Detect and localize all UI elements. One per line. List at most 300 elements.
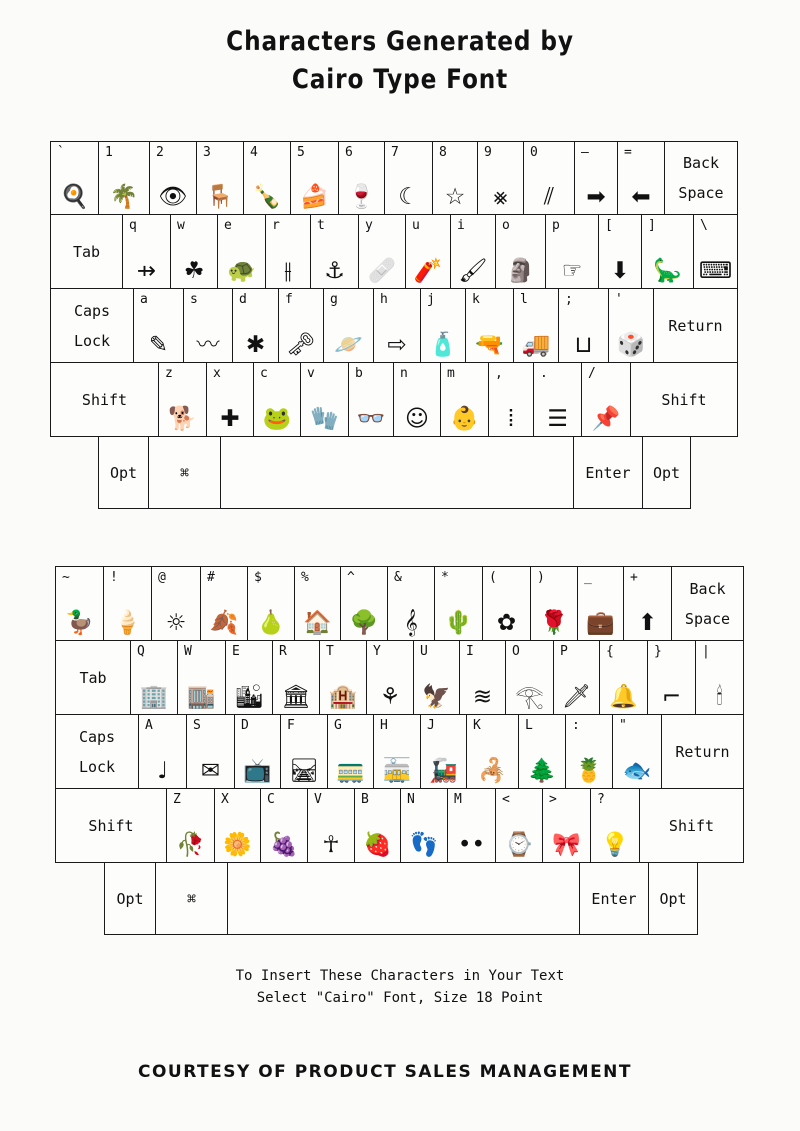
key-character-label: Q xyxy=(137,644,145,659)
crescent-moon-icon: ☾ xyxy=(398,184,419,210)
uppercase-keyboard-key xyxy=(420,714,467,789)
uppercase-keyboard-key xyxy=(354,788,401,863)
key-character-label: 9 xyxy=(484,145,492,160)
key-character-label: q xyxy=(129,218,137,233)
lowercase-keyboard-key xyxy=(149,141,197,215)
pine-tree-icon: 🌲 xyxy=(527,758,557,784)
lowercase-keyboard-key xyxy=(278,288,324,363)
uppercase-keyboard-key xyxy=(400,788,448,863)
key-character-label: t xyxy=(317,218,325,233)
suitcase-icon: 💼 xyxy=(586,610,615,636)
key-name-label: Return xyxy=(668,316,723,335)
key-name-label: Opt xyxy=(659,889,687,908)
uppercase-keyboard-key xyxy=(505,640,554,715)
uppercase-keyboard-key-enter xyxy=(579,862,649,935)
key-character-label: / xyxy=(588,366,596,381)
key-name-label: Shift xyxy=(88,816,134,835)
key-character-label: w xyxy=(177,218,185,233)
uppercase-keyboard-key xyxy=(103,566,152,641)
key-character-label: f xyxy=(285,292,293,307)
key-character-label: g xyxy=(330,292,338,307)
key-character-label: ? xyxy=(597,792,605,807)
key-character-label: k xyxy=(472,292,480,307)
key-character-label: W xyxy=(184,644,192,659)
up-arrow-icon: ⬆ xyxy=(637,610,658,636)
uppercase-keyboard-key xyxy=(200,566,248,641)
key-character-label: * xyxy=(441,570,449,585)
lowercase-keyboard-key xyxy=(300,362,349,437)
uppercase-keyboard-key xyxy=(260,788,308,863)
uppercase-keyboard-key xyxy=(695,640,744,715)
vertical-lines-icon: ⦙ xyxy=(508,406,514,432)
key-character-label: G xyxy=(334,718,342,733)
key-character-label: 0 xyxy=(530,145,538,160)
apartment-icon: 🏨 xyxy=(328,684,358,710)
lowercase-keyboard-key-return xyxy=(653,288,738,363)
lowercase-keyboard-key xyxy=(122,214,171,289)
uppercase-keyboard-key xyxy=(366,640,414,715)
person-face-icon: ☺ xyxy=(405,406,429,432)
lowercase-keyboard-key xyxy=(513,288,559,363)
pistol-icon: 🔫 xyxy=(475,332,504,358)
uppercase-keyboard-key-opt xyxy=(104,862,156,935)
key-character-label: ) xyxy=(537,570,545,585)
water-icon: ≋ xyxy=(472,684,493,710)
paintbrush-icon: 🖌 xyxy=(458,258,488,284)
key-character-label: d xyxy=(239,292,247,307)
lowercase-keyboard-key xyxy=(533,362,582,437)
lowercase-keyboard-key-spacebar xyxy=(220,436,574,509)
key-character-label: P xyxy=(560,644,568,659)
rifle-icon: ⌐ xyxy=(661,684,682,710)
wristwatch-icon: ⌚ xyxy=(504,832,534,858)
slash-mark-icon: ⫽ xyxy=(543,184,555,210)
lowercase-keyboard-key xyxy=(495,214,546,289)
uppercase-keyboard-key xyxy=(214,788,261,863)
key-character-label: S xyxy=(193,718,201,733)
key-character-label: Y xyxy=(373,644,381,659)
flatcar-icon: 🛤 xyxy=(289,758,319,784)
lowercase-keyboard-key xyxy=(598,214,642,289)
footsteps-icon: •• xyxy=(457,832,486,858)
key-character-label: 2 xyxy=(156,145,164,160)
uppercase-keyboard-key-caps-lock xyxy=(55,714,139,789)
page-subtitle: Cairo Type Font xyxy=(291,64,509,95)
key-name-label: Shift xyxy=(668,816,715,835)
lowercase-keyboard-key-opt xyxy=(642,436,691,509)
frog-icon: 🐸 xyxy=(262,406,292,432)
uppercase-keyboard-key xyxy=(413,640,460,715)
footprints-icon: 👣 xyxy=(409,832,439,858)
uppercase-keyboard-key xyxy=(130,640,178,715)
eye-of-horus-icon: 𓂀 xyxy=(515,684,544,710)
key-name-label: Opt xyxy=(652,463,681,482)
television-icon: 📺 xyxy=(243,758,272,784)
lowercase-keyboard-key xyxy=(608,288,654,363)
key-character-label: M xyxy=(454,792,462,807)
key-character-label: 7 xyxy=(391,145,399,160)
left-arrow-icon: ⬅ xyxy=(631,184,651,210)
instruction-line-2: Select "Cairo" Font, Size 18 Point xyxy=(256,990,544,1006)
lowercase-keyboard-key xyxy=(405,214,451,289)
key-character-label: ( xyxy=(489,570,497,585)
key-character-label: 4 xyxy=(250,145,258,160)
bottle-icon: 🍾 xyxy=(252,184,282,210)
key-character-label: E xyxy=(232,644,240,659)
lowercase-keyboard-key xyxy=(348,362,394,437)
key-name-label: Tab xyxy=(79,668,107,687)
key-character-label: 6 xyxy=(345,145,353,160)
key-character-label: < xyxy=(502,792,510,807)
right-arrow-icon: ➡ xyxy=(586,184,606,210)
rose-icon: 🌹 xyxy=(539,610,569,636)
key-character-label: & xyxy=(394,570,402,585)
train-car-icon: 🚋 xyxy=(382,758,412,784)
key-character-label: { xyxy=(606,644,614,659)
lowercase-keyboard-key xyxy=(617,141,665,215)
spray-can-icon: 🧴 xyxy=(428,332,458,358)
lowercase-keyboard-key xyxy=(170,214,218,289)
uppercase-keyboard-key-shift xyxy=(639,788,744,863)
candle-icon: 🕯 xyxy=(716,684,723,710)
glasses-icon: 👓 xyxy=(356,406,386,432)
key-character-label: a xyxy=(140,292,148,307)
key-character-label: I xyxy=(466,644,474,659)
uppercase-keyboard-key xyxy=(623,566,672,641)
lowercase-keyboard-key xyxy=(523,141,575,215)
typewriter-icon: ⌨ xyxy=(698,258,733,284)
rail-marks-icon: ⫲ xyxy=(284,258,292,284)
down-arrow-icon: ⬇ xyxy=(610,258,630,284)
key-character-label: j xyxy=(427,292,435,307)
key-character-label: ^ xyxy=(347,570,355,585)
dinosaur-icon: 🦕 xyxy=(653,258,682,284)
sun-icon: ☼ xyxy=(165,610,187,636)
palm-tree-icon: 🌴 xyxy=(109,184,139,210)
key-character-label: : xyxy=(572,718,580,733)
uppercase-keyboard-key xyxy=(495,788,543,863)
uppercase-keyboard-key xyxy=(482,566,531,641)
key-character-label: u xyxy=(412,218,420,233)
key-character-label: [ xyxy=(605,218,613,233)
uppercase-keyboard-key xyxy=(599,640,648,715)
key-character-label: ; xyxy=(565,292,573,307)
uppercase-keyboard-key-command xyxy=(155,862,228,935)
key-character-label: = xyxy=(624,145,632,160)
lowercase-keyboard-key xyxy=(450,214,496,289)
key-character-label: , xyxy=(495,366,503,381)
instruction-line-1: To Insert These Characters in Your Text xyxy=(235,968,565,984)
uppercase-keyboard-key xyxy=(542,788,591,863)
key-character-label: y xyxy=(365,218,373,233)
bug-icon: ✱ xyxy=(245,332,266,358)
office-building-icon: 🏬 xyxy=(187,684,216,710)
pie-slice-icon: 🍰 xyxy=(300,184,329,210)
uppercase-keyboard-key xyxy=(166,788,215,863)
uppercase-keyboard-key xyxy=(247,566,295,641)
key-character-label: 5 xyxy=(297,145,305,160)
baby-face-icon: 👶 xyxy=(450,406,479,432)
key-character-label: K xyxy=(473,718,481,733)
key-icon: 🗝 xyxy=(286,332,316,358)
uppercase-keyboard-key xyxy=(327,714,374,789)
bandage-icon: 🩹 xyxy=(367,258,397,284)
key-name-label: ⌘ xyxy=(179,463,190,482)
uppercase-keyboard-key xyxy=(272,640,320,715)
key-character-label: O xyxy=(512,644,520,659)
lowercase-keyboard-key xyxy=(581,362,631,437)
profile-face-icon: 🗿 xyxy=(506,258,535,284)
grapes-icon: 🍇 xyxy=(269,832,299,858)
key-character-label: D xyxy=(241,718,249,733)
key-name-label: Opt xyxy=(109,463,138,482)
tree-icon: 🌳 xyxy=(349,610,379,636)
lowercase-keyboard-key xyxy=(133,288,184,363)
mitten-icon: 🧤 xyxy=(310,406,339,432)
key-character-label: 1 xyxy=(105,145,113,160)
chair-icon: 🪑 xyxy=(205,184,235,210)
uppercase-keyboard-key xyxy=(138,714,187,789)
key-character-label: ] xyxy=(648,218,656,233)
key-character-label: + xyxy=(630,570,638,585)
turtle-icon: 🐢 xyxy=(227,258,256,284)
lowercase-keyboard-key xyxy=(358,214,406,289)
key-character-label: T xyxy=(326,644,334,659)
duck-icon: 🦆 xyxy=(65,610,94,636)
uppercase-keyboard-key xyxy=(590,788,640,863)
uppercase-keyboard-key-shift xyxy=(55,788,167,863)
key-character-label: \ xyxy=(700,218,708,233)
uppercase-keyboard-key xyxy=(447,788,496,863)
dog-icon: 🐕 xyxy=(168,406,197,432)
cactus-pot-icon: 🌵 xyxy=(444,610,473,636)
key-character-label: ! xyxy=(110,570,118,585)
lowercase-keyboard-key xyxy=(290,141,339,215)
uppercase-keyboard-key xyxy=(373,714,421,789)
dice-icon: 🎲 xyxy=(616,332,646,358)
lowercase-keyboard-key xyxy=(420,288,466,363)
uppercase-keyboard-key xyxy=(530,566,578,641)
uppercase-keyboard-key-back-space xyxy=(671,566,744,641)
key-character-label: N xyxy=(407,792,415,807)
key-character-label: Z xyxy=(173,792,181,807)
planet-icon: 🪐 xyxy=(334,332,363,358)
key-character-label: z xyxy=(165,366,173,381)
star-icon: ☆ xyxy=(444,184,466,210)
uppercase-keyboard-key xyxy=(466,714,519,789)
envelope-icon: ✉ xyxy=(200,758,221,784)
lowercase-keyboard-key-command xyxy=(148,436,221,509)
pencil-icon: ✎ xyxy=(148,332,169,358)
key-character-label: J xyxy=(427,718,435,733)
key-character-label: } xyxy=(654,644,662,659)
pushpin-icon: 📌 xyxy=(591,406,621,432)
arrow-shaft-icon: ⇸ xyxy=(136,258,157,284)
key-character-label: X xyxy=(221,792,229,807)
uppercase-keyboard-key xyxy=(319,640,367,715)
pointing-hand-icon: ☞ xyxy=(561,258,583,284)
treble-clef-icon: 𝄞 xyxy=(404,610,418,636)
lowercase-keyboard-key xyxy=(183,288,233,363)
key-character-label: 3 xyxy=(203,145,211,160)
key-name-label: Enter xyxy=(591,889,637,908)
key-character-label: V xyxy=(314,792,322,807)
lowercase-keyboard-key-opt xyxy=(98,436,149,509)
uppercase-keyboard-key xyxy=(577,566,624,641)
lowercase-keyboard-key-caps-lock xyxy=(50,288,134,363)
outline-arrow-icon: ⇨ xyxy=(387,332,407,358)
freight-car-icon: 🚃 xyxy=(336,758,365,784)
uppercase-keyboard-key xyxy=(55,566,104,641)
dagger-icon: 🗡 xyxy=(561,684,592,710)
key-character-label: c xyxy=(260,366,268,381)
key-name-label: Opt xyxy=(116,889,144,908)
uppercase-keyboard-key xyxy=(553,640,600,715)
uppercase-keyboard-key xyxy=(225,640,273,715)
lowercase-keyboard-key xyxy=(465,288,514,363)
key-name-label: ⌘ xyxy=(186,889,197,908)
wine-glass-icon: 🍷 xyxy=(347,184,376,210)
uppercase-keyboard-key xyxy=(518,714,566,789)
key-character-label: " xyxy=(619,718,627,733)
uppercase-keyboard-key-tab xyxy=(55,640,131,715)
key-character-label: R xyxy=(279,644,287,659)
truck-icon: 🚚 xyxy=(521,332,551,358)
key-character-label: @ xyxy=(158,570,166,585)
key-name-label: Back Space xyxy=(684,579,731,628)
uppercase-keyboard-key-opt xyxy=(648,862,698,935)
uppercase-keyboard-key xyxy=(647,640,696,715)
key-character-label: L xyxy=(525,718,533,733)
key-name-label: Caps Lock xyxy=(73,301,111,350)
lowercase-keyboard-key xyxy=(488,362,534,437)
key-character-label: # xyxy=(207,570,215,585)
eye-icon: 👁 xyxy=(158,184,188,210)
scorpion-icon: 🦂 xyxy=(478,758,507,784)
lowercase-keyboard-key xyxy=(574,141,618,215)
tower-icon: 🏛 xyxy=(281,684,311,710)
key-character-label: – xyxy=(581,145,589,160)
clover-icon: ☘ xyxy=(183,258,205,284)
key-character-label: h xyxy=(380,292,388,307)
lowercase-keyboard-key xyxy=(310,214,359,289)
blossom-icon: 🌼 xyxy=(223,832,252,858)
key-character-label: s xyxy=(190,292,198,307)
key-character-label: r xyxy=(272,218,280,233)
lowercase-keyboard-key xyxy=(206,362,254,437)
lowercase-keyboard-key-shift xyxy=(50,362,159,437)
key-character-label: l xyxy=(520,292,528,307)
uppercase-keyboard-key xyxy=(434,566,483,641)
key-character-label: 8 xyxy=(439,145,447,160)
lowercase-keyboard-key xyxy=(158,362,207,437)
key-character-label: _ xyxy=(584,570,592,585)
lowercase-keyboard-key-shift xyxy=(630,362,738,437)
lowercase-keyboard-key xyxy=(440,362,489,437)
key-character-label: v xyxy=(307,366,315,381)
lowercase-keyboard-key xyxy=(338,141,385,215)
uppercase-keyboard-key xyxy=(340,566,388,641)
lowercase-keyboard-key-back-space xyxy=(664,141,738,215)
fish-icon: 🐟 xyxy=(622,758,652,784)
lowercase-keyboard-key xyxy=(217,214,266,289)
zigzag-icon: 〰 xyxy=(196,332,220,358)
key-name-label: Caps Lock xyxy=(78,727,116,776)
uppercase-keyboard-key xyxy=(387,566,435,641)
key-character-label: H xyxy=(380,718,388,733)
house-icon: 🏠 xyxy=(303,610,332,636)
lowercase-keyboard-key xyxy=(50,141,99,215)
lowercase-keyboard-key xyxy=(432,141,478,215)
ice-cream-icon: 🍦 xyxy=(113,610,142,636)
tall-building-icon: 🏢 xyxy=(139,684,169,710)
lowercase-keyboard-key xyxy=(243,141,291,215)
uppercase-keyboard-key xyxy=(151,566,201,641)
key-name-label: Return xyxy=(675,742,730,761)
key-character-label: . xyxy=(540,366,548,381)
key-character-label: B xyxy=(361,792,369,807)
bow-icon: 🎀 xyxy=(552,832,581,858)
light-bulb-icon: 💡 xyxy=(600,832,630,858)
bracket-shape-icon: ⊔ xyxy=(574,332,593,358)
skyline-icon: 🏙 xyxy=(234,684,264,710)
page-title: Characters Generated by xyxy=(226,26,574,57)
uppercase-keyboard-key xyxy=(186,714,235,789)
key-character-label: $ xyxy=(254,570,262,585)
key-character-label: p xyxy=(552,218,560,233)
strawberry-icon: 🍓 xyxy=(363,832,392,858)
crossed-pattern-icon: ⨳ xyxy=(493,184,508,210)
bird-icon: 🦅 xyxy=(422,684,451,710)
uppercase-keyboard-key xyxy=(307,788,355,863)
key-character-label: U xyxy=(420,644,428,659)
lowercase-keyboard-key-tab xyxy=(50,214,123,289)
key-name-label: Tab xyxy=(72,242,101,261)
key-character-label: % xyxy=(301,570,309,585)
lowercase-keyboard-key xyxy=(477,141,524,215)
flower-icon: ⚘ xyxy=(379,684,401,710)
lowercase-keyboard-key xyxy=(265,214,311,289)
rose-stem-icon: 🥀 xyxy=(176,832,205,858)
uppercase-keyboard-key xyxy=(234,714,281,789)
uppercase-keyboard-key xyxy=(612,714,662,789)
lowercase-keyboard-key xyxy=(393,362,441,437)
uppercase-keyboard-key-return xyxy=(661,714,744,789)
key-name-label: Shift xyxy=(81,390,128,409)
uppercase-keyboard-key xyxy=(294,566,341,641)
key-character-label: x xyxy=(213,366,221,381)
key-name-label: Enter xyxy=(585,463,631,482)
lowercase-keyboard-key xyxy=(253,362,301,437)
lowercase-keyboard-key xyxy=(558,288,609,363)
lowercase-keyboard-key xyxy=(232,288,279,363)
lowercase-keyboard-key xyxy=(384,141,433,215)
lowercase-keyboard-key xyxy=(98,141,150,215)
key-character-label: F xyxy=(287,718,295,733)
lowercase-keyboard-key xyxy=(373,288,421,363)
uppercase-keyboard-key xyxy=(565,714,613,789)
uppercase-keyboard-key xyxy=(177,640,226,715)
pear-icon: 🍐 xyxy=(256,610,286,636)
key-character-label: ` xyxy=(57,145,65,160)
key-character-label: ' xyxy=(615,292,623,307)
courtesy-footer: COURTESY OF PRODUCT SALES MANAGEMENT xyxy=(137,1062,633,1082)
cross-icon: ✚ xyxy=(220,406,240,432)
key-character-label: > xyxy=(549,792,557,807)
uppercase-keyboard-key xyxy=(459,640,506,715)
key-name-label: Back Space xyxy=(678,154,724,202)
key-character-label: A xyxy=(145,718,153,733)
